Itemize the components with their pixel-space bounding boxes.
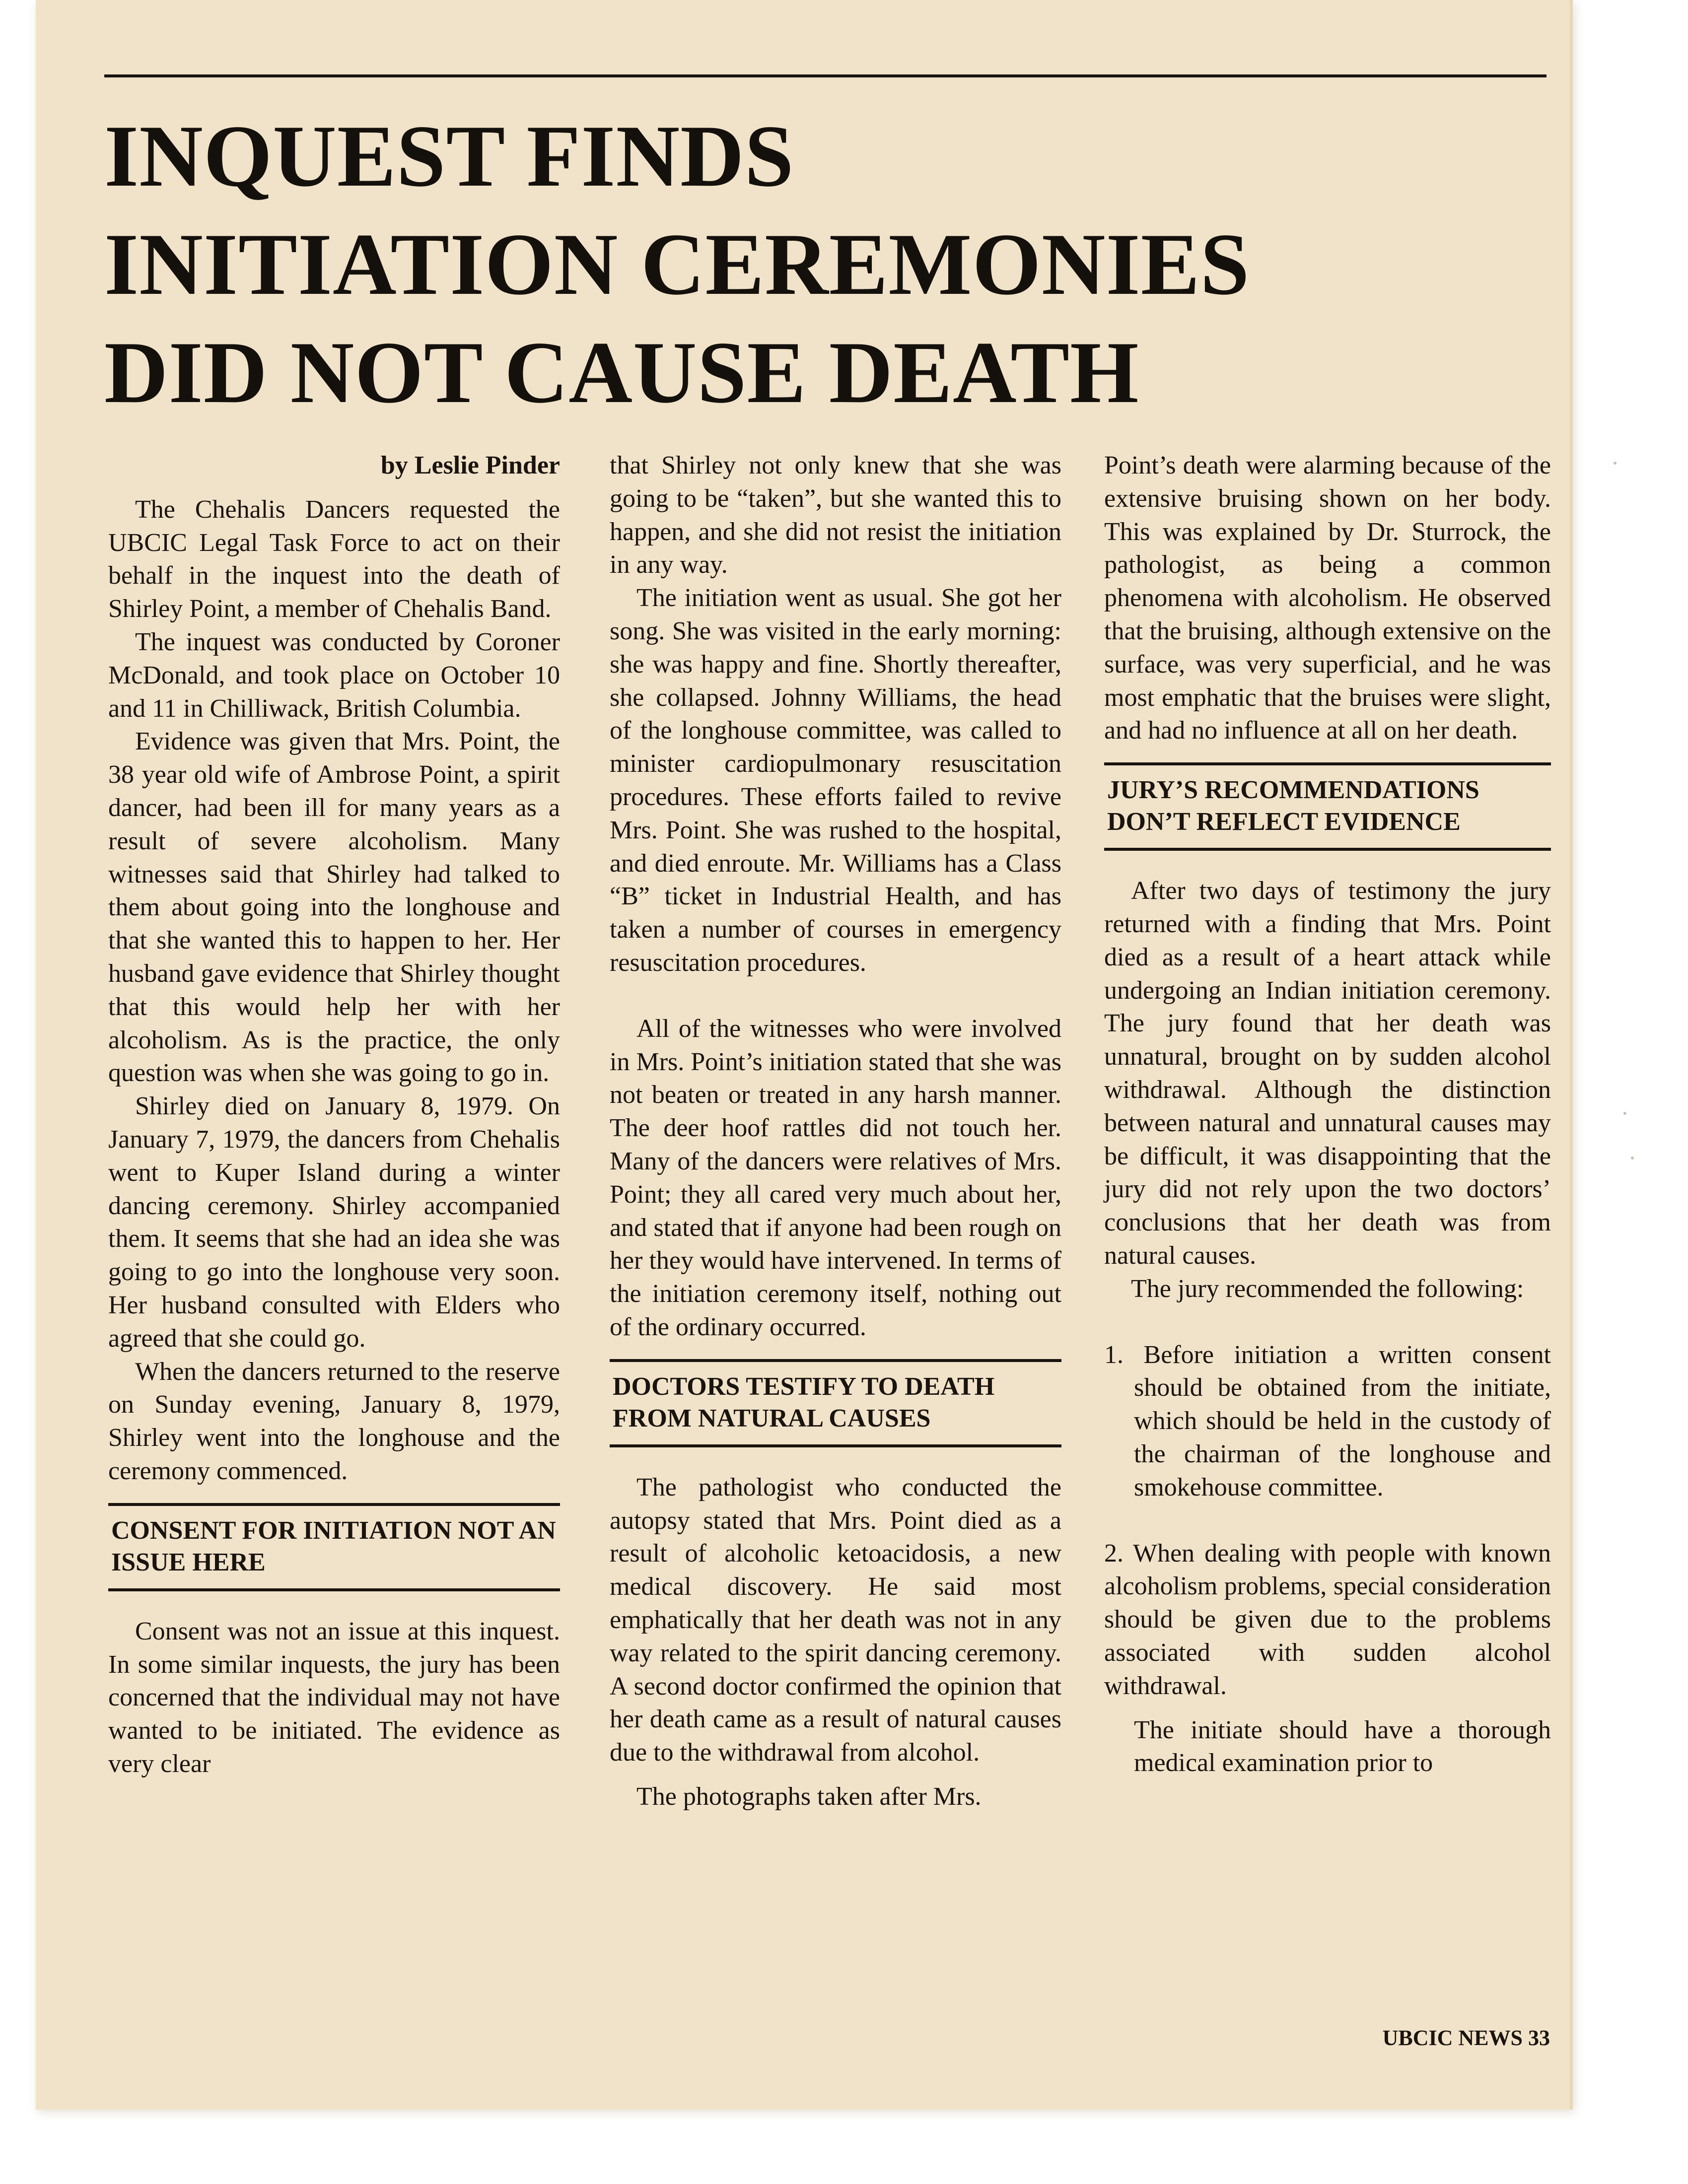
scan-speck (1614, 462, 1617, 465)
paragraph: The pathologist who conducted the autopsy stated that Mrs. Point died as a result of alcoholic ketoacidosis, a new medical discovery. He said most emphatically that her death was not in any way related to the spirit dancing ceremony. A second doctor confirmed the opinion that her death came as a result of natural causes due to the withdrawal from alcohol. (610, 1473, 1061, 1767)
page-footer: UBCIC NEWS 33 (1382, 2026, 1550, 2050)
recommendation-2: 2. When dealing with people with known alcoholism problems, special consideration should be given due to the problems associated with sudden alcohol withdrawal. (1104, 1539, 1551, 1700)
paragraph: The inquest was conducted by Coroner McDonald, and took place on October 10 and 11 in Chilliwack, British Columbia. (108, 627, 560, 723)
paragraph: The Chehalis Dancers requested the UBCIC Legal Task Force to act on their behalf in the inquest into the death of Shirley Point, a member of Chehalis Band. (108, 495, 560, 623)
headline-line-2: INITIATION CEREMONIES (104, 215, 1250, 313)
paragraph: When the dancers returned to the reserve on Sunday evening, January 8, 1979, Shirley went into the longhouse and the ceremony commenced. (108, 1357, 560, 1485)
column-2 (610, 449, 1061, 1814)
paragraph: Evidence was given that Mrs. Point, the 38 year old wife of Ambrose Point, a spirit dancer, had been ill for many years as a result of severe alcoholism. Many witnesses said that Shirley had talked to them about going into the longhouse and that she wanted this to happen to her. Her husband gave evidence that Shirley thought that this would help her with her alcoholism. As is the practice, the only question was when she was going to go in. (108, 727, 560, 1088)
section-heading-jury: JURY’S RECOMMENDATIONS DON’T REFLECT EVIDENCE (1104, 762, 1551, 851)
paragraph: Consent was not an issue at this inquest. In some similar inquests, the jury has been concerned that the individual may not have wanted to be initiated. The evidence as very clear (108, 1617, 560, 1778)
paragraph: Shirley died on January 8, 1979. On January 7, 1979, the dancers from Chehalis went to Kuper Island during a winter dancing ceremony. Shirley accompanied them. It seems that she had an idea she was going to go into the longhouse very soon. Her husband consulted with Elders who agreed that she could go. (108, 1092, 560, 1353)
recommendation-2-continued: The initiate should have a thorough medical examination prior to (1134, 1715, 1551, 1777)
column-3 (1104, 449, 1551, 1780)
paragraph: that Shirley not only knew that she was going to be “taken”, but she wanted this to happen, and she did not resist the initiation in any way. (610, 451, 1061, 579)
headline-line-3: DID NOT CAUSE DEATH (104, 323, 1139, 421)
section-heading-doctors: DOCTORS TESTIFY TO DEATH FROM NATURAL CAUSES (610, 1359, 1061, 1447)
top-rule (104, 74, 1547, 77)
headline (104, 102, 1547, 426)
section-heading-consent: CONSENT FOR INITIATION NOT AN ISSUE HERE (108, 1503, 560, 1591)
byline: by Leslie Pinder (380, 451, 560, 479)
paragraph: The initiation went as usual. She got her song. She was visited in the early morning: she was happy and fine. Shortly thereafter, she collapsed. Johnny Williams, the head of the longhouse committee, was called to minister cardiopulmonary resuscitation procedures. These efforts failed to revive Mrs. Point. She was rushed to the hospital, and died enroute. Mr. Williams has a Class “B” ticket in Industrial Health, and has taken a number of courses in emergency resuscitation procedures. (610, 584, 1061, 977)
paragraph: All of the witnesses who were involved in Mrs. Point’s initiation stated that she was not beaten or treated in any harsh manner. The deer hoof rattles did not touch her. Many of the dancers were relatives of Mrs. Point; they all cared very much about her, and stated that if anyone had been rough on her they would have intervened. In terms of the initiation ceremony itself, nothing out of the ordinary occurred. (610, 1014, 1061, 1341)
paragraph: The photographs taken after Mrs. (636, 1782, 982, 1811)
scan-speck (1631, 1157, 1634, 1160)
magazine-page (36, 0, 1573, 2110)
column-1 (108, 449, 560, 1781)
paragraph: After two days of testimony the jury returned with a finding that Mrs. Point died as a result of a heart attack while undergoing an Indian initiation ceremony. The jury found that her death was unnatural, brought on by sudden alcohol withdrawal. Although the distinction between natural and unnatural causes may be difficult, it was disappointing that the jury did not rely upon the two doctors’ conclusions that her death was from natural causes. (1104, 877, 1551, 1270)
paragraph: The jury recommended the following: (1131, 1274, 1524, 1303)
headline-line-1: INQUEST FINDS (104, 107, 794, 205)
paragraph: Point’s death were alarming because of the extensive bruising shown on her body. This was explained by Dr. Sturrock, the pathologist, as being a common phenomena with alcoholism. He observed that the bruising, although extensive on the surface, was very superficial, and he was most emphatic that the bruises were slight, and had no influence at all on her death. (1104, 451, 1551, 745)
recommendation-1: 1. Before initiation a written consent should be obtained from the initiate, which should be held in the custody of the chairman of the longhouse and smokehouse committee. (1104, 1340, 1551, 1502)
scan-speck (1623, 1112, 1626, 1115)
